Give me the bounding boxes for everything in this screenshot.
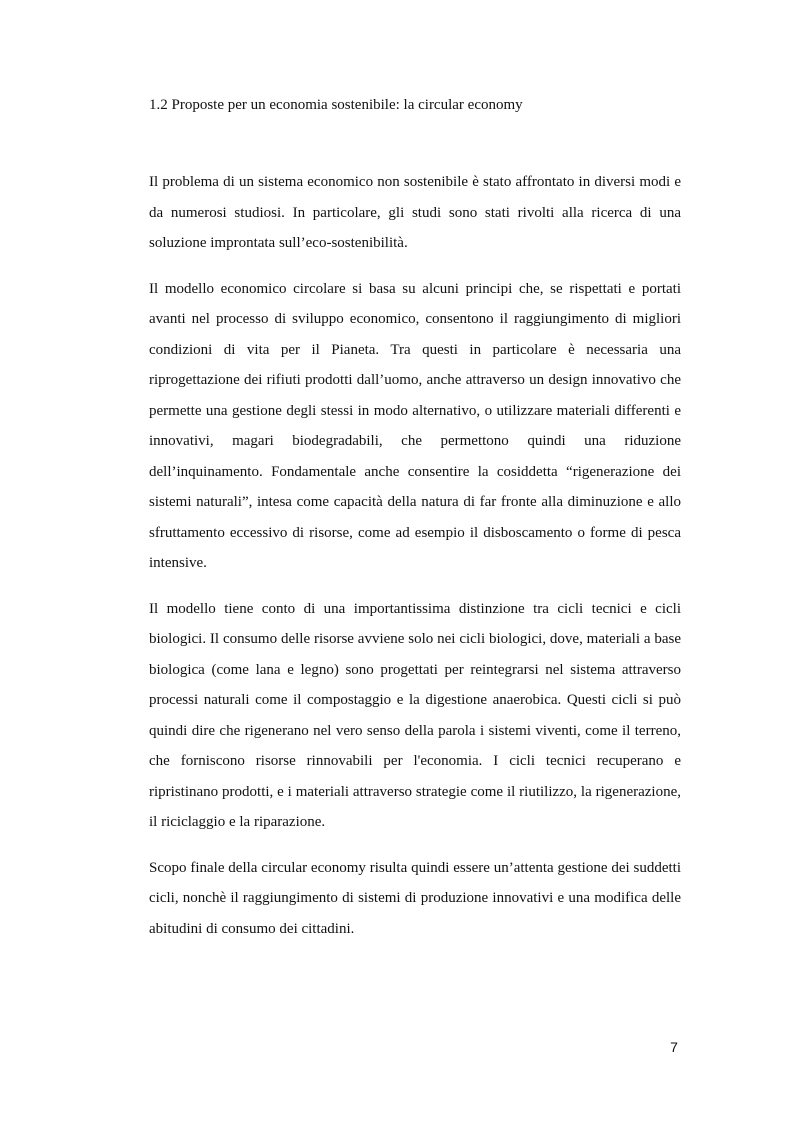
body-text (149, 167, 681, 959)
section-title: 1.2 Proposte per un economia sostenibile: la circular economy (149, 97, 523, 113)
page-number: 7 (670, 1039, 678, 1055)
paragraph-2: Il modello economico circolare si basa su alcuni principi che, se rispettati e portati avanti nel processo di sviluppo economico, consentono il raggiungimento di migliori condizioni di vita per il Pianeta. Tra questi in particolare è necessaria una riprogettazione dei rifiuti prodotti dall’uomo, anche attraverso un design innovativo che permette una gestione degli stessi in modo alternativo, o utilizzare materiali differenti e innovativi, magari biodegradabili, che permettono quindi una riduzione dell’inquinamento. Fondamentale anche consentire la cosiddetta “rigenerazione dei sistemi naturali”, intesa come capacità della natura di far fronte alla diminuzione e allo sfruttamento eccessivo di risorse, come ad esempio il disboscamento o forme di pesca intensive. (149, 280, 681, 571)
paragraph-1: Il problema di un sistema economico non sostenibile è stato affrontato in diversi modi e da numerosi studiosi. In particolare, gli studi sono stati rivolti alla ricerca di una soluzione improntata sull’eco-sostenibilità. (149, 174, 681, 251)
paragraph-3: Il modello tiene conto di una importantissima distinzione tra cicli tecnici e cicli biologici. Il consumo delle risorse avviene solo nei cicli biologici, dove, materiali a base biologica (come lana e legno) sono progettati per reintegrarsi nel sistema attraverso processi naturali come il compostaggio e la digestione anaerobica. Questi cicli si può quindi dire che rigenerano nel vero senso della parola i sistemi viventi, come il terreno, che forniscono risorse rinnovabili per l'economia. I cicli tecnici recuperano e ripristinano prodotti, e i materiali attraverso strategie come il riutilizzo, la rigenerazione, il riciclaggio e la riparazione. (149, 600, 681, 830)
paragraph-4: Scopo finale della circular economy risulta quindi essere un’attenta gestione dei suddetti cicli, nonchè il raggiungimento di sistemi di produzione innovativi e una modifica delle abitudini di consumo dei cittadini. (149, 859, 681, 937)
